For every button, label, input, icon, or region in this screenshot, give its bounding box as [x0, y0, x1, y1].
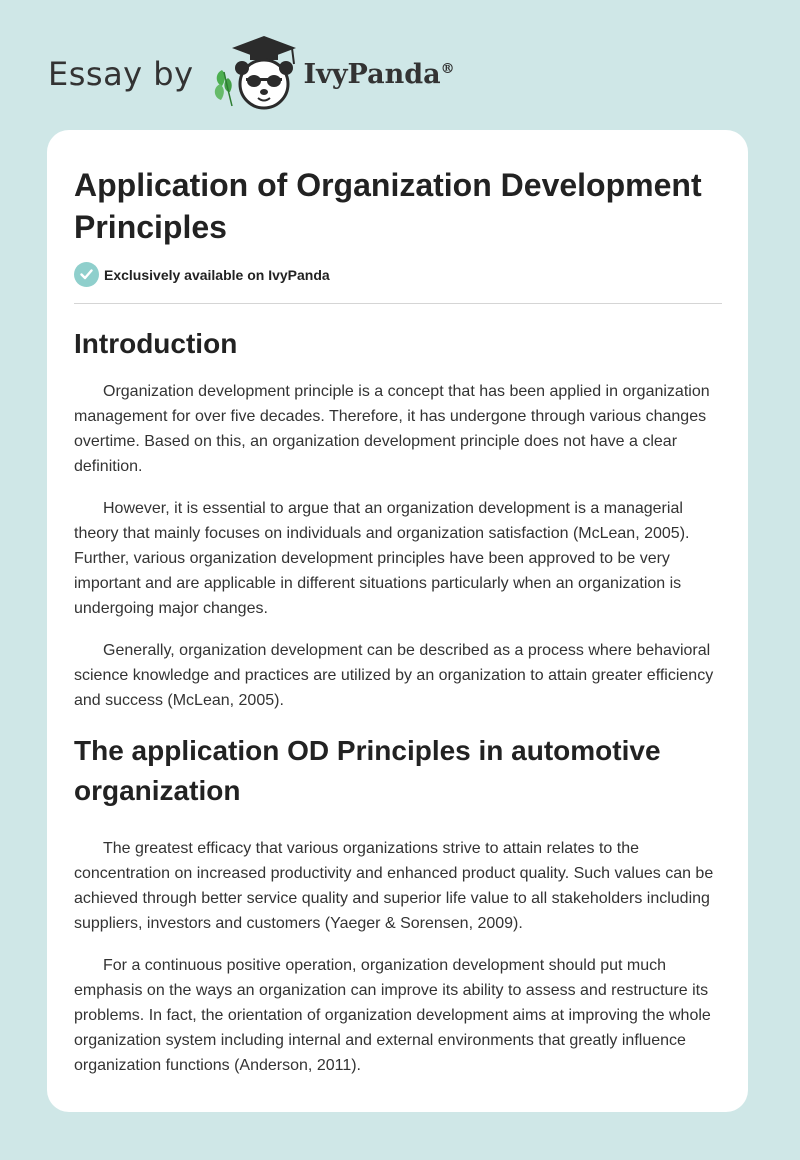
paragraph: The greatest efficacy that various organizations strive to attain relates to the concentration on increased productivity and enhanced product quality. Such values can be achieved through better service quality and superior life value to all stakeholders including suppliers, investors and customers (Yaeger & Sorensen, 2009). [74, 840, 714, 932]
ivypanda-logo-icon[interactable] [208, 34, 302, 114]
paragraph: Generally, organization development can be described as a process where behavioral science knowledge and practices are utilized by an organization to attain greater efficiency and success (McLean, 2005). [74, 642, 714, 709]
section-heading-od-principles: The application OD Principles in automotive organization [74, 735, 661, 806]
site-header [48, 34, 455, 114]
brand-prefix: Essay by [48, 55, 194, 93]
paragraph: However, it is essential to argue that an organization development is a managerial theory that mainly focuses on individuals and organization satisfaction (McLean, 2005). Further, various organization development principles have been approved to be very important and are applicable in different situations particularly when an organization is undergoing major changes. [74, 500, 690, 617]
brand-name-text: IvyPanda [303, 58, 441, 90]
paragraph: Organization development principle is a concept that has been applied in organization management for over five decades. Therefore, it has undergone through various changes overtime. Based on this, an organization development principle does not have a clear definition. [74, 383, 710, 475]
title-divider [74, 303, 722, 304]
exclusive-badge-label: Exclusively available on IvyPanda [104, 266, 330, 283]
essay-title: Application of Organization Development Principles [74, 167, 702, 245]
exclusive-badge [74, 262, 330, 287]
paragraph: For a continuous positive operation, organization development should put much emphasis on the ways an organization can improve its ability to assess and restructure its problems. In fact, the orientation of organization development aims at improving the whole organization system including internal and external environments that greatly influence organization functions (Anderson, 2011). [74, 957, 711, 1074]
brand-name[interactable] [304, 59, 455, 90]
check-badge-icon [74, 262, 99, 287]
registered-mark: ® [440, 60, 455, 77]
essay-content [74, 324, 722, 1078]
essay-card [47, 130, 748, 1112]
section-heading-introduction: Introduction [74, 328, 238, 359]
